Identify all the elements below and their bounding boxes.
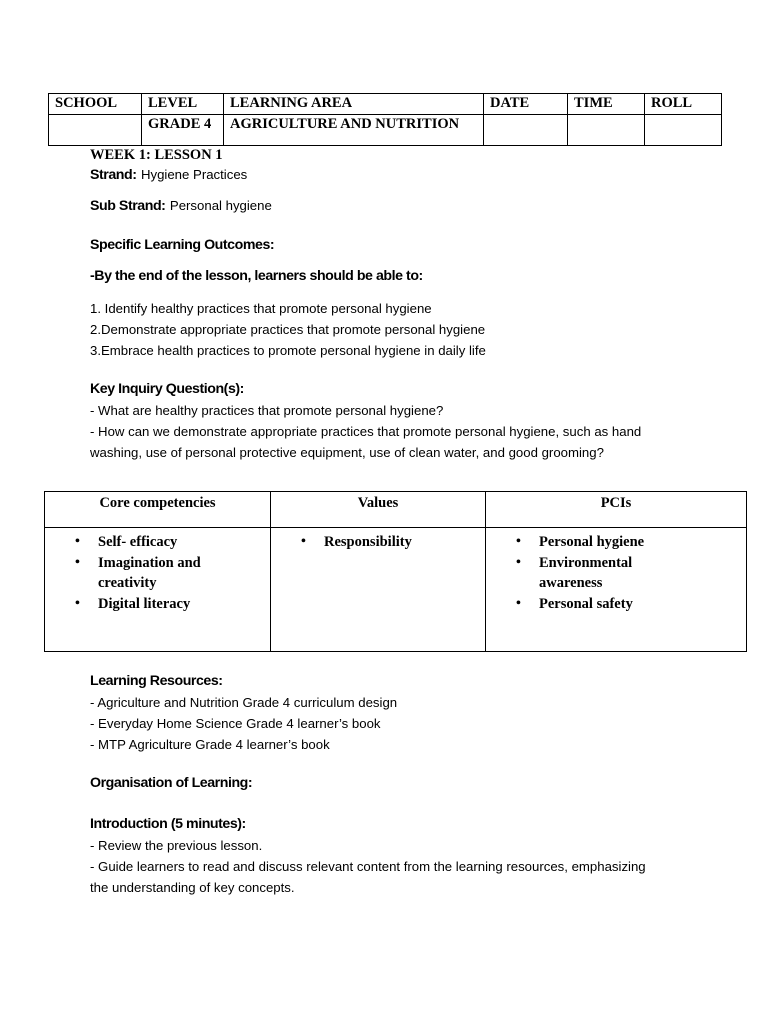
competency-item: • Self- efficacy <box>98 532 228 553</box>
substrand-line <box>90 197 272 215</box>
resource-line: - Agriculture and Nutrition Grade 4 curriculum design <box>90 695 398 710</box>
outcome-item: 1. Identify healthy practices that promote personal hygiene <box>90 301 432 316</box>
strand-value: Hygiene Practices <box>140 167 248 182</box>
time-value <box>568 115 645 146</box>
introduction-heading: Introduction (5 minutes): <box>90 816 246 832</box>
resources-lines <box>90 692 397 755</box>
value-item: • Responsibility <box>324 532 484 553</box>
resources-heading: Learning Resources: <box>90 673 223 689</box>
competency-body-row <box>45 528 747 652</box>
introduction-line: - Guide learners to read and discuss relevant content from the learning resources, emphasizing <box>90 859 646 874</box>
resource-line: - Everyday Home Science Grade 4 learner’s book <box>90 716 381 731</box>
header-learning-area: LEARNING AREA <box>224 94 484 115</box>
inquiry-line: - How can we demonstrate appropriate practices that promote personal hygiene, such as hand <box>90 424 642 439</box>
outcomes-heading: Specific Learning Outcomes: <box>90 237 275 253</box>
inquiry-line: - What are healthy practices that promote personal hygiene? <box>90 403 444 418</box>
outcomes-intro: -By the end of the lesson, learners should be able to: <box>90 268 423 284</box>
competency-item: • Digital literacy <box>98 594 228 615</box>
outcomes-list <box>90 298 486 361</box>
inquiry-line: washing, use of personal protective equipment, use of clean water, and good grooming? <box>90 445 604 460</box>
substrand-label: Sub Strand: <box>90 198 166 214</box>
week-lesson: WEEK 1: LESSON 1 <box>90 147 223 163</box>
organisation-heading: Organisation of Learning: <box>90 775 253 791</box>
roll-value <box>645 115 722 146</box>
learning-area-value: AGRICULTURE AND NUTRITION <box>224 115 484 146</box>
header-values-row <box>49 115 722 146</box>
outcome-item: 3.Embrace health practices to promote personal hygiene in daily life <box>90 343 486 358</box>
school-value <box>49 115 142 146</box>
competency-table <box>44 491 747 652</box>
header-school: SCHOOL <box>49 94 142 115</box>
strand-line <box>90 166 247 184</box>
header-roll: ROLL <box>645 94 722 115</box>
header-row <box>49 94 722 115</box>
header-time: TIME <box>568 94 645 115</box>
header-date: DATE <box>484 94 568 115</box>
header-table <box>48 93 722 146</box>
pci-item: • Personal hygiene <box>539 532 649 553</box>
introduction-line: the understanding of key concepts. <box>90 880 295 895</box>
values-header: Values <box>271 492 486 528</box>
inquiry-lines <box>90 400 641 463</box>
competency-item: • Imagination and creativity <box>98 553 228 594</box>
core-competencies-header: Core competencies <box>45 492 271 528</box>
pci-item: • Personal safety <box>539 594 649 615</box>
introduction-lines <box>90 835 646 898</box>
substrand-value: Personal hygiene <box>169 198 272 213</box>
date-value <box>484 115 568 146</box>
strand-label: Strand: <box>90 167 137 183</box>
outcome-item: 2.Demonstrate appropriate practices that promote personal hygiene <box>90 322 486 337</box>
introduction-line: - Review the previous lesson. <box>90 838 263 853</box>
competency-header-row <box>45 492 747 528</box>
header-level: LEVEL <box>142 94 224 115</box>
pcis-cell <box>486 528 747 652</box>
values-cell <box>271 528 486 652</box>
pci-item: • Environmental awareness <box>539 553 649 594</box>
core-competencies-cell <box>45 528 271 652</box>
inquiry-heading: Key Inquiry Question(s): <box>90 381 244 397</box>
pcis-header: PCIs <box>486 492 747 528</box>
resource-line: - MTP Agriculture Grade 4 learner’s book <box>90 737 330 752</box>
level-value: GRADE 4 <box>142 115 224 146</box>
